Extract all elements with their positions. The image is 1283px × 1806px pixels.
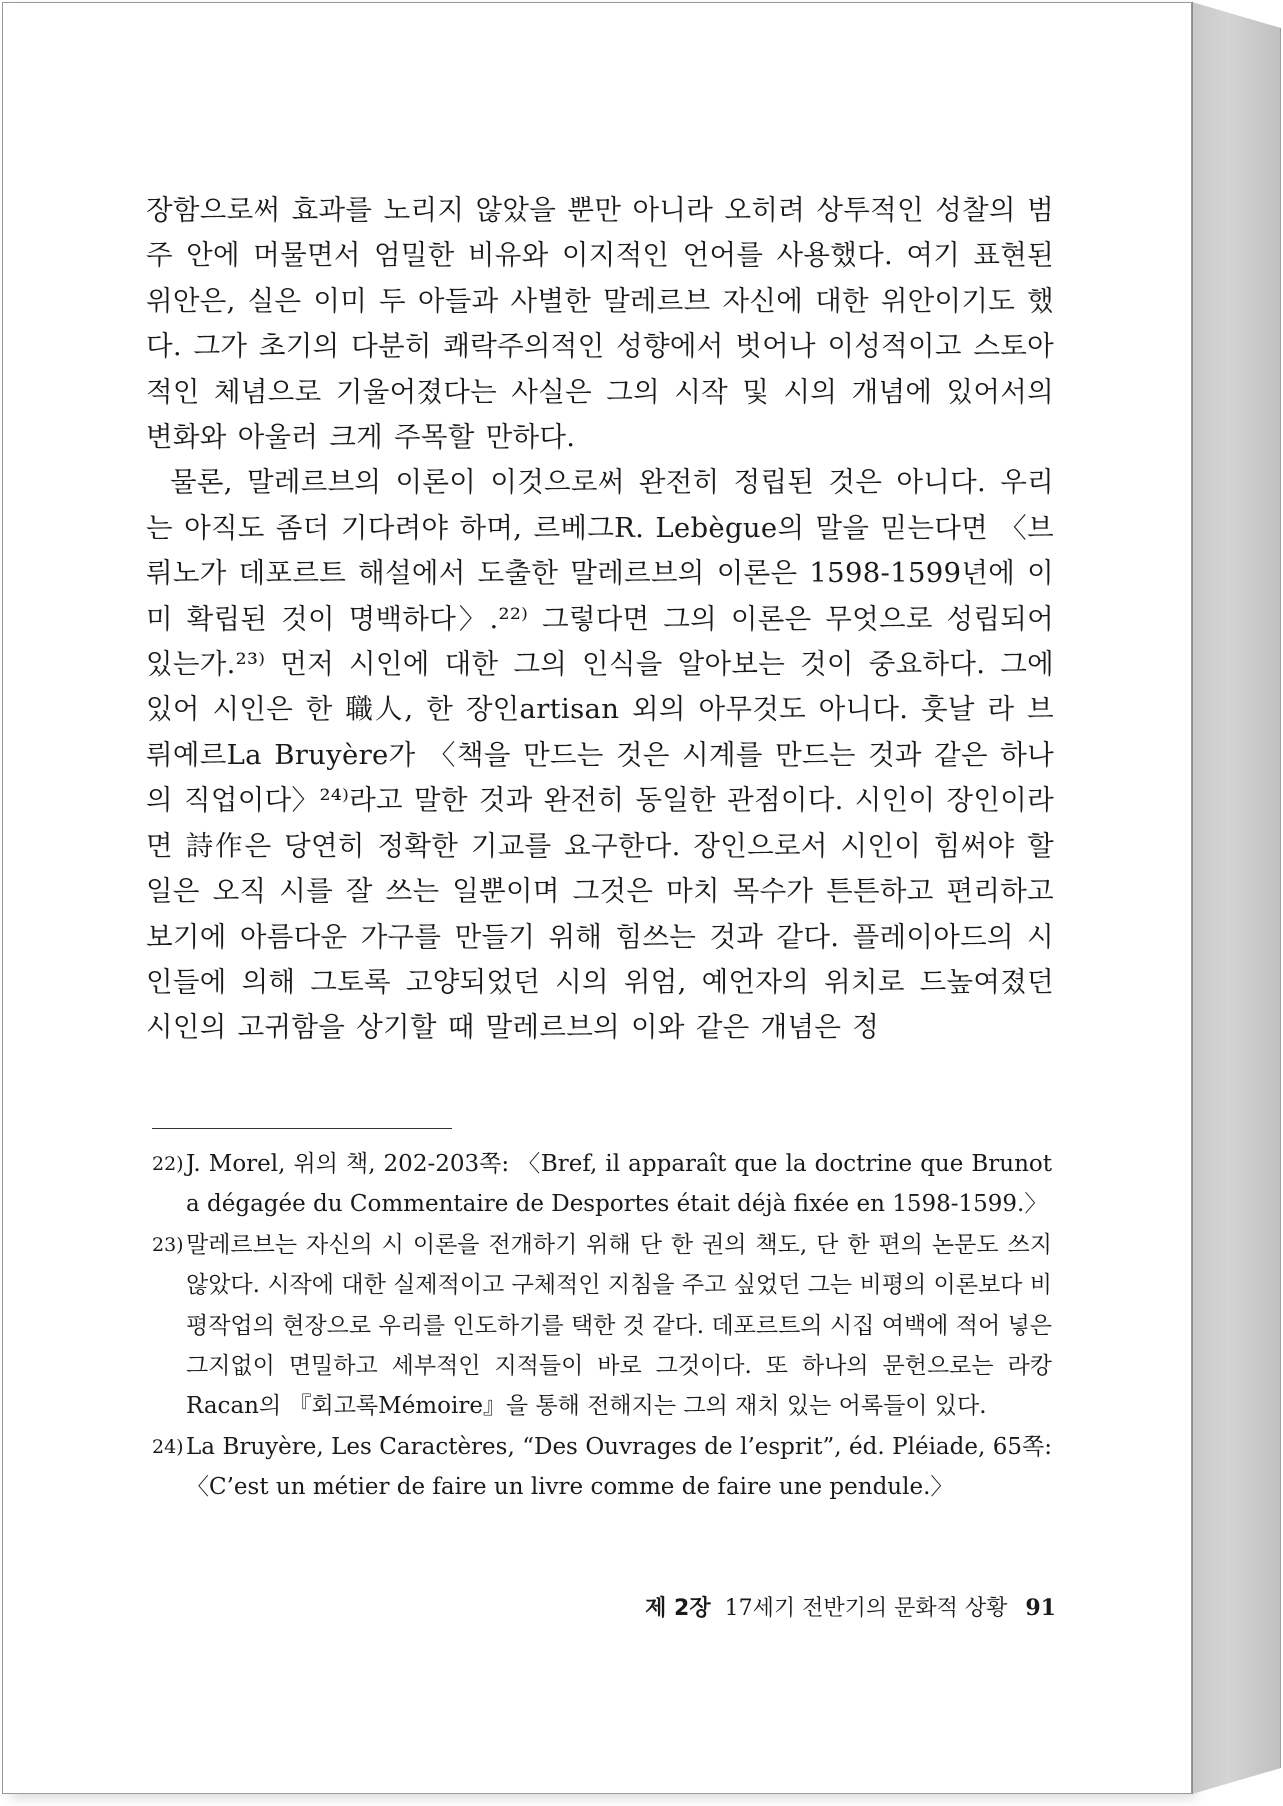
footnote-number: 24) xyxy=(152,1435,184,1458)
footnote-divider xyxy=(152,1128,452,1129)
chapter-title: 17세기 전반기의 문화적 상황 xyxy=(724,1596,1008,1621)
footnote-number: 23) xyxy=(152,1233,184,1256)
footnote-number: 22) xyxy=(152,1153,184,1175)
page-edge-line xyxy=(1192,2,1193,1794)
page-number: 91 xyxy=(1025,1595,1056,1621)
footnote-23 xyxy=(152,1225,1052,1427)
footnote-24 xyxy=(152,1427,1052,1508)
running-footer xyxy=(645,1593,1056,1624)
footnote-text: 말레르브는 자신의 시 이론을 전개하기 위해 단 한 권의 책도, 단 한 편의 논문도 쓰지 않았다. 시작에 대한 실제적이고 구체적인 지침을 주고 싶었던 그는 비평의 이론보다 비평작업의 현장으로 우리를 인도하기를 택한 것 같다. 데포르트의 시집 여백에 적어 넣은 그지없이 면밀하고 세부적인 지적들이 바로 그것이다. 또 하나의 문헌으로는 라캉 Racan의 『회고록Mémoire』을 통해 전해지는 그의 재치 있는 어록들이 있다. xyxy=(186,1231,1052,1420)
chapter-label: 제 2장 xyxy=(645,1596,711,1621)
paragraph-1: 장함으로써 효과를 노리지 않았을 뿐만 아니라 오히려 상투적인 성찰의 범주 안에 머물면서 엄밀한 비유와 이지적인 언어를 사용했다. 여기 표현된 위안은, 실은 이미 두 아들과 사별한 말레르브 자신에 대한 위안이기도 했다. 그가 초기의 다분히 쾌락주의적인 성향에서 벗어나 이성적이고 스토아적인 체념으로 기울어졌다는 사실은 그의 시작 및 시의 개념에 있어서의 변화와 아울러 크게 주목할 만하다. xyxy=(146,194,1054,454)
footnotes xyxy=(152,1144,1052,1508)
main-text xyxy=(146,188,1054,1051)
footnote-22 xyxy=(152,1144,1052,1225)
footnote-text: J. Morel, 위의 책, 202-203쪽: 〈Bref, il apparaît que la doctrine que Brunot a dégagée du Commentaire de Desportes était déjà fixée en 1598-1599.〉 xyxy=(186,1151,1052,1218)
book-page-edge xyxy=(1192,2,1281,1794)
paragraph-2: 물론, 말레르브의 이론이 이것으로써 완전히 정립된 것은 아니다. 우리는 아직도 좀더 기다려야 하며, 르베그R. Lebègue의 말을 믿는다면 〈브뤼노가 데포르트 해설에서 도출한 말레르브의 이론은 1598-1599년에 이미 확립된 것이 명백하다〉.²²⁾ 그렇다면 그의 이론은 무엇으로 성립되어 있는가.²³⁾ 먼저 시인에 대한 그의 인식을 알아보는 것이 중요하다. 그에 있어 시인은 한 職人, 한 장인artisan 외의 아무것도 아니다. 훗날 라 브뤼예르La Bruyère가 〈책을 만드는 것은 시계를 만드는 것과 같은 하나의 직업이다〉²⁴⁾라고 말한 것과 완전히 동일한 관점이다. 시인이 장인이라면 詩作은 당연히 정확한 기교를 요구한다. 장인으로서 시인이 힘써야 할 일은 오직 시를 잘 쓰는 일뿐이며 그것은 마치 목수가 튼튼하고 편리하고 보기에 아름다운 가구를 만들기 위해 힘쓰는 것과 같다. 플레이아드의 시인들에 의해 그토록 고양되었던 시의 위엄, 예언자의 위치로 드높여졌던 시인의 고귀함을 상기할 때 말레르브의 이와 같은 개념은 정 xyxy=(146,466,1054,1044)
footnote-text: La Bruyère, Les Caractères, “Des Ouvrages de l’esprit”, éd. Pléiade, 65쪽: 〈C’est un métier de faire un livre comme de faire une pendule.〉 xyxy=(186,1433,1052,1501)
